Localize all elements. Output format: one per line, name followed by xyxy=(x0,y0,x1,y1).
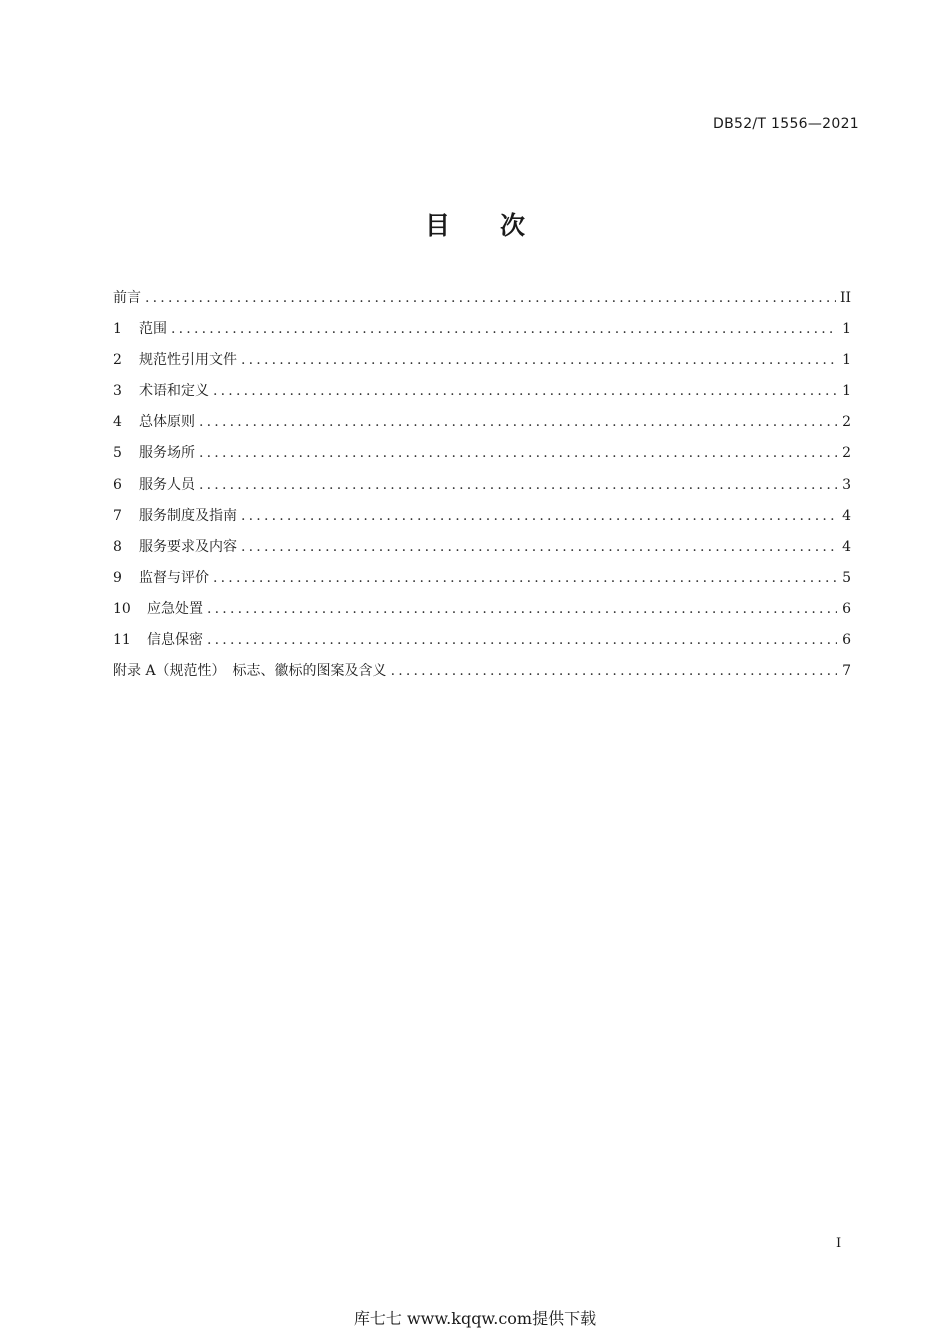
toc-entry-text: 前言 xyxy=(113,290,141,306)
toc-entry-page: 2 xyxy=(842,445,851,462)
toc-entry-page: II xyxy=(839,290,851,306)
toc-entry-number: 10 xyxy=(113,600,131,617)
toc-entry-number: 6 xyxy=(113,476,122,493)
toc-entry-10[interactable] xyxy=(113,598,851,629)
toc-entry-text: 范围 xyxy=(139,321,167,338)
toc-entry-page: 1 xyxy=(842,352,851,369)
toc-leader-dots xyxy=(199,445,837,461)
toc-entry-number: 9 xyxy=(113,569,122,586)
toc-leader-dots xyxy=(241,539,837,555)
toc-entry-text: 附录 A（规范性） 标志、徽标的图案及含义 xyxy=(113,663,387,680)
page-number: I xyxy=(836,1236,842,1251)
toc-entry-6[interactable] xyxy=(113,474,851,505)
toc-entry-7[interactable] xyxy=(113,505,851,536)
toc-entry-text: 规范性引用文件 xyxy=(139,352,237,369)
toc-leader-dots xyxy=(213,383,837,399)
toc-leader-dots xyxy=(241,508,837,524)
toc-entry-text: 服务制度及指南 xyxy=(139,507,237,524)
toc-entry-text: 监督与评价 xyxy=(139,569,209,586)
toc-entry-page: 5 xyxy=(842,569,851,586)
toc-entry-text: 总体原则 xyxy=(139,414,195,431)
document-code: DB52/T 1556—2021 xyxy=(713,116,859,132)
toc-entry-number: 7 xyxy=(113,507,122,524)
toc-entry-text: 服务要求及内容 xyxy=(139,538,237,555)
toc-leader-dots xyxy=(199,414,837,430)
toc-entry-number: 4 xyxy=(113,414,122,431)
toc-leader-dots xyxy=(207,601,837,617)
toc-leader-dots xyxy=(171,321,837,337)
toc-leader-dots xyxy=(213,570,837,586)
toc-entry-4[interactable] xyxy=(113,411,851,442)
toc-entry-page: 4 xyxy=(842,538,851,555)
toc-leader-dots xyxy=(241,352,837,368)
toc-entry-11[interactable] xyxy=(113,629,851,660)
toc-entry-number: 11 xyxy=(113,632,131,649)
download-watermark: 库七七 www.kqqw.com提供下载 xyxy=(353,1309,597,1328)
toc-entry-number: 2 xyxy=(113,352,122,369)
toc-leader-dots xyxy=(145,290,836,306)
toc-entry-text: 术语和定义 xyxy=(139,383,209,400)
toc-leader-dots xyxy=(199,477,837,493)
toc-entry-text: 服务人员 xyxy=(139,476,195,493)
toc-entry-text: 应急处置 xyxy=(147,600,203,617)
toc-entry-page: 6 xyxy=(842,632,851,649)
toc-leader-dots xyxy=(207,632,837,648)
toc-entry-8[interactable] xyxy=(113,536,851,567)
page-title: 目次 xyxy=(424,211,575,240)
toc-entry-text: 信息保密 xyxy=(147,632,203,649)
toc-entry-text: 服务场所 xyxy=(139,445,195,462)
toc-entry-page: 3 xyxy=(842,476,851,493)
toc-entry-page: 6 xyxy=(842,600,851,617)
toc-entry-page: 4 xyxy=(842,507,851,524)
toc-entry-annex-a[interactable] xyxy=(113,660,851,691)
toc-entry-9[interactable] xyxy=(113,567,851,598)
toc-leader-dots xyxy=(391,663,837,679)
toc-entry-number: 1 xyxy=(113,321,122,338)
toc-entry-5[interactable] xyxy=(113,442,851,473)
toc-entry-3[interactable] xyxy=(113,380,851,411)
toc-entry-page: 7 xyxy=(842,663,851,680)
toc-entry-page: 1 xyxy=(842,321,851,338)
toc-entry-page: 2 xyxy=(842,414,851,431)
table-of-contents xyxy=(113,287,851,691)
toc-entry-number: 5 xyxy=(113,445,122,462)
toc-entry-2[interactable] xyxy=(113,349,851,380)
toc-entry-1[interactable] xyxy=(113,318,851,349)
toc-entry-number: 3 xyxy=(113,383,122,400)
toc-entry-foreword[interactable] xyxy=(113,287,851,318)
toc-entry-number: 8 xyxy=(113,538,122,555)
toc-entry-page: 1 xyxy=(842,383,851,400)
